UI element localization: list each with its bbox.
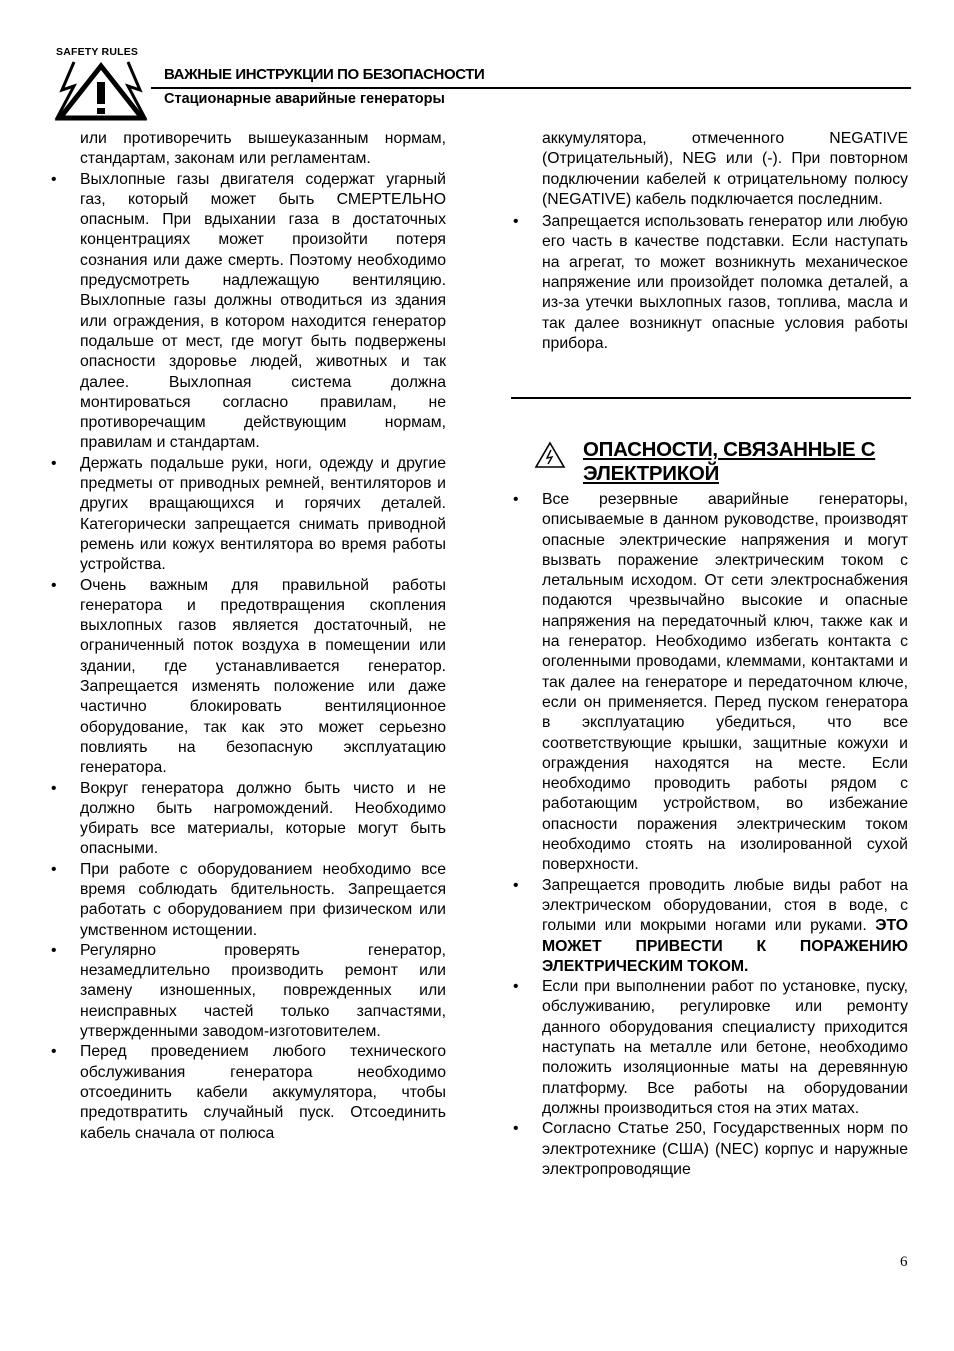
left-bullet-list: [51, 170, 446, 1144]
list-item: [51, 576, 446, 779]
list-item-text: Вокруг генератора должно быть чисто и не должно быть нагромождений. Необходимо убирать все материалы, которые могут быть опасными.: [80, 779, 446, 858]
list-item: [513, 490, 908, 876]
continuation-text: аккумулятора, отмеченного NEGATIVE (Отрицательный), NEG или (-). При повторном подключении кабелей к отрицательному полюсу (NEGATIVE) кабель подключается последним.: [542, 130, 908, 208]
list-item-text: Согласно Статье 250, Государственных норм по электротехнике (США) (NEC) корпус и наружные электропроводящие: [542, 1120, 908, 1178]
bullet: •: [51, 1043, 57, 1061]
right-column: [513, 129, 908, 354]
list-item: [51, 170, 446, 454]
bullet: •: [513, 1120, 519, 1138]
electrical-hazard-warning-icon: [534, 441, 566, 469]
left-column: [51, 129, 446, 1144]
safety-rules-logo: [54, 46, 148, 122]
list-item-text: Держать подальше руки, ноги, одежду и другие предметы от приводных ремней, вентиляторов и других вращающихся и горячих деталей. Категорически запрещается снимать приводной ремень или кожух вентилятора во время работы устройства.: [80, 454, 446, 574]
list-item: [51, 941, 446, 1042]
list-item: [513, 977, 908, 1119]
warning-bold-text: ЭТО МОЖЕТ ПРИВЕСТИ К ПОРАЖЕНИЮ ЭЛЕКТРИЧЕСКИМ ТОКОМ.: [542, 917, 909, 975]
list-item-text: Если при выполнении работ по установке, пуску, обслуживанию, регулировке или ремонту данного оборудования специалисту приходится наступать на металле или бетоне, необходимо положить изоляционные маты на деревянную платформу. Все работы на оборудовании должны производиться стоя на этих матах.: [542, 978, 908, 1117]
bullet: •: [51, 454, 57, 472]
section-title: ОПАСНОСТИ, СВЯЗАННЫЕ С ЭЛЕКТРИКОЙ: [583, 438, 876, 485]
list-item-text: Очень важным для правильной работы генератора и предотвращения скопления выхлопных газов является достаточный, не ограниченный поток воздуха в помещении или здании, где устанавливается генератор. Запрещается изменять положение или даже частично блокировать вентиляционное оборудование, так как это может серьезно повлиять на безопасную эксплуатацию генератора.: [80, 576, 446, 777]
page-subtitle: Стационарные аварийные генераторы: [164, 91, 445, 107]
electrical-section-body: [513, 490, 909, 1180]
header-rule: [151, 87, 911, 89]
list-item: [51, 860, 446, 941]
list-item-text: Выхлопные газы двигателя содержат угарный газ, который может быть СМЕРТЕЛЬНО опасным. При вдыхании газа в достаточных концентрациях может произойти потеря сознания или даже смерть. Поэтому необходимо предусмотреть надлежащую вентиляцию. Выхлопные газы должны отводиться из здания или ограждения, в котором находится генератор подальше от мест, где могут быть подвержены опасности здоровье людей, животных и так далее. Выхлопная система должна монтироваться согласно правилам, не противоречащим действующим нормам, правилам и стандартам.: [80, 170, 446, 452]
list-item: [513, 876, 909, 977]
logo-text: SAFETY RULES: [56, 46, 139, 58]
bullet: •: [513, 978, 519, 996]
bullet: •: [51, 170, 57, 188]
list-item-text: Запрещается использовать генератор или любую его часть в качестве подставки. Если наступать на агрегат, то может возникнуть механическое напряжение или произойдет поломка деталей, а из-за утечки выхлопных газов, топлива, масла и так далее возникнут опасные условия работы прибора.: [542, 213, 908, 352]
section-divider: [511, 397, 911, 399]
bullet: •: [51, 860, 57, 878]
list-item: [51, 1042, 446, 1143]
bullet: •: [513, 213, 519, 231]
bullet: •: [513, 491, 519, 508]
list-item: [51, 779, 446, 860]
warning-lightning-icon: [54, 60, 148, 122]
bullet: •: [51, 779, 57, 797]
list-item: [513, 1119, 908, 1180]
electrical-bullet-list: [513, 490, 909, 1180]
bullet: •: [51, 941, 57, 959]
list-item-text: Все резервные аварийные генераторы, описываемые в данном руководстве, производят опасные электрические напряжения и могут вызвать поражение электрическим током с летальным исходом. От сети электроснабжения подаются чрезвычайно высокие и опасные напряжения на передаточный ключ, также как и на генератор. Необходимо избегать контакта с оголенными проводами, клеммами, контактами и так далее на генераторе и передаточном ключе, если он применяется. Перед пуском генератора в эксплуатацию убедиться, что все соответствующие крышки, защитные кожухи и ограждения находятся на месте. Если необходимо проводить работы рядом с работающим устройством, во избежание опасности поражения электрическим током необходимо стоять на изолированной сухой поверхности.: [542, 491, 908, 874]
list-item-text: Перед проведением любого технического обслуживания генератора необходимо отсоединить кабели аккумулятора, чтобы предотвратить случайный пуск. Отсоединить кабель сначала от полюса: [80, 1043, 446, 1142]
continuation-text: или противоречить вышеуказанным нормам, стандартам, законам или регламентам.: [80, 130, 446, 168]
bullet: •: [51, 576, 57, 594]
bullet: •: [513, 876, 519, 894]
list-item-text: При работе с оборудованием необходимо все время соблюдать бдительность. Запрещается работать с оборудованием при физическом или умственном истощении.: [80, 860, 446, 939]
page-title: ВАЖНЫЕ ИНСТРУКЦИИ ПО БЕЗОПАСНОСТИ: [164, 66, 485, 83]
list-item: [51, 454, 446, 576]
list-item-text: Запрещается проводить любые виды работ на электрическом оборудовании, стоя в воде, с голыми или мокрыми ногами или руками.: [542, 876, 908, 935]
list-item: [513, 212, 908, 354]
list-item-text: Регулярно проверять генератор, незамедлительно производить ремонт или замену изношенных, поврежденных или неисправных частей только запчастями, утвержденными заводом-изготовителем.: [80, 941, 446, 1041]
right-bullet-list: [513, 212, 908, 354]
page-number: 6: [900, 1254, 908, 1270]
